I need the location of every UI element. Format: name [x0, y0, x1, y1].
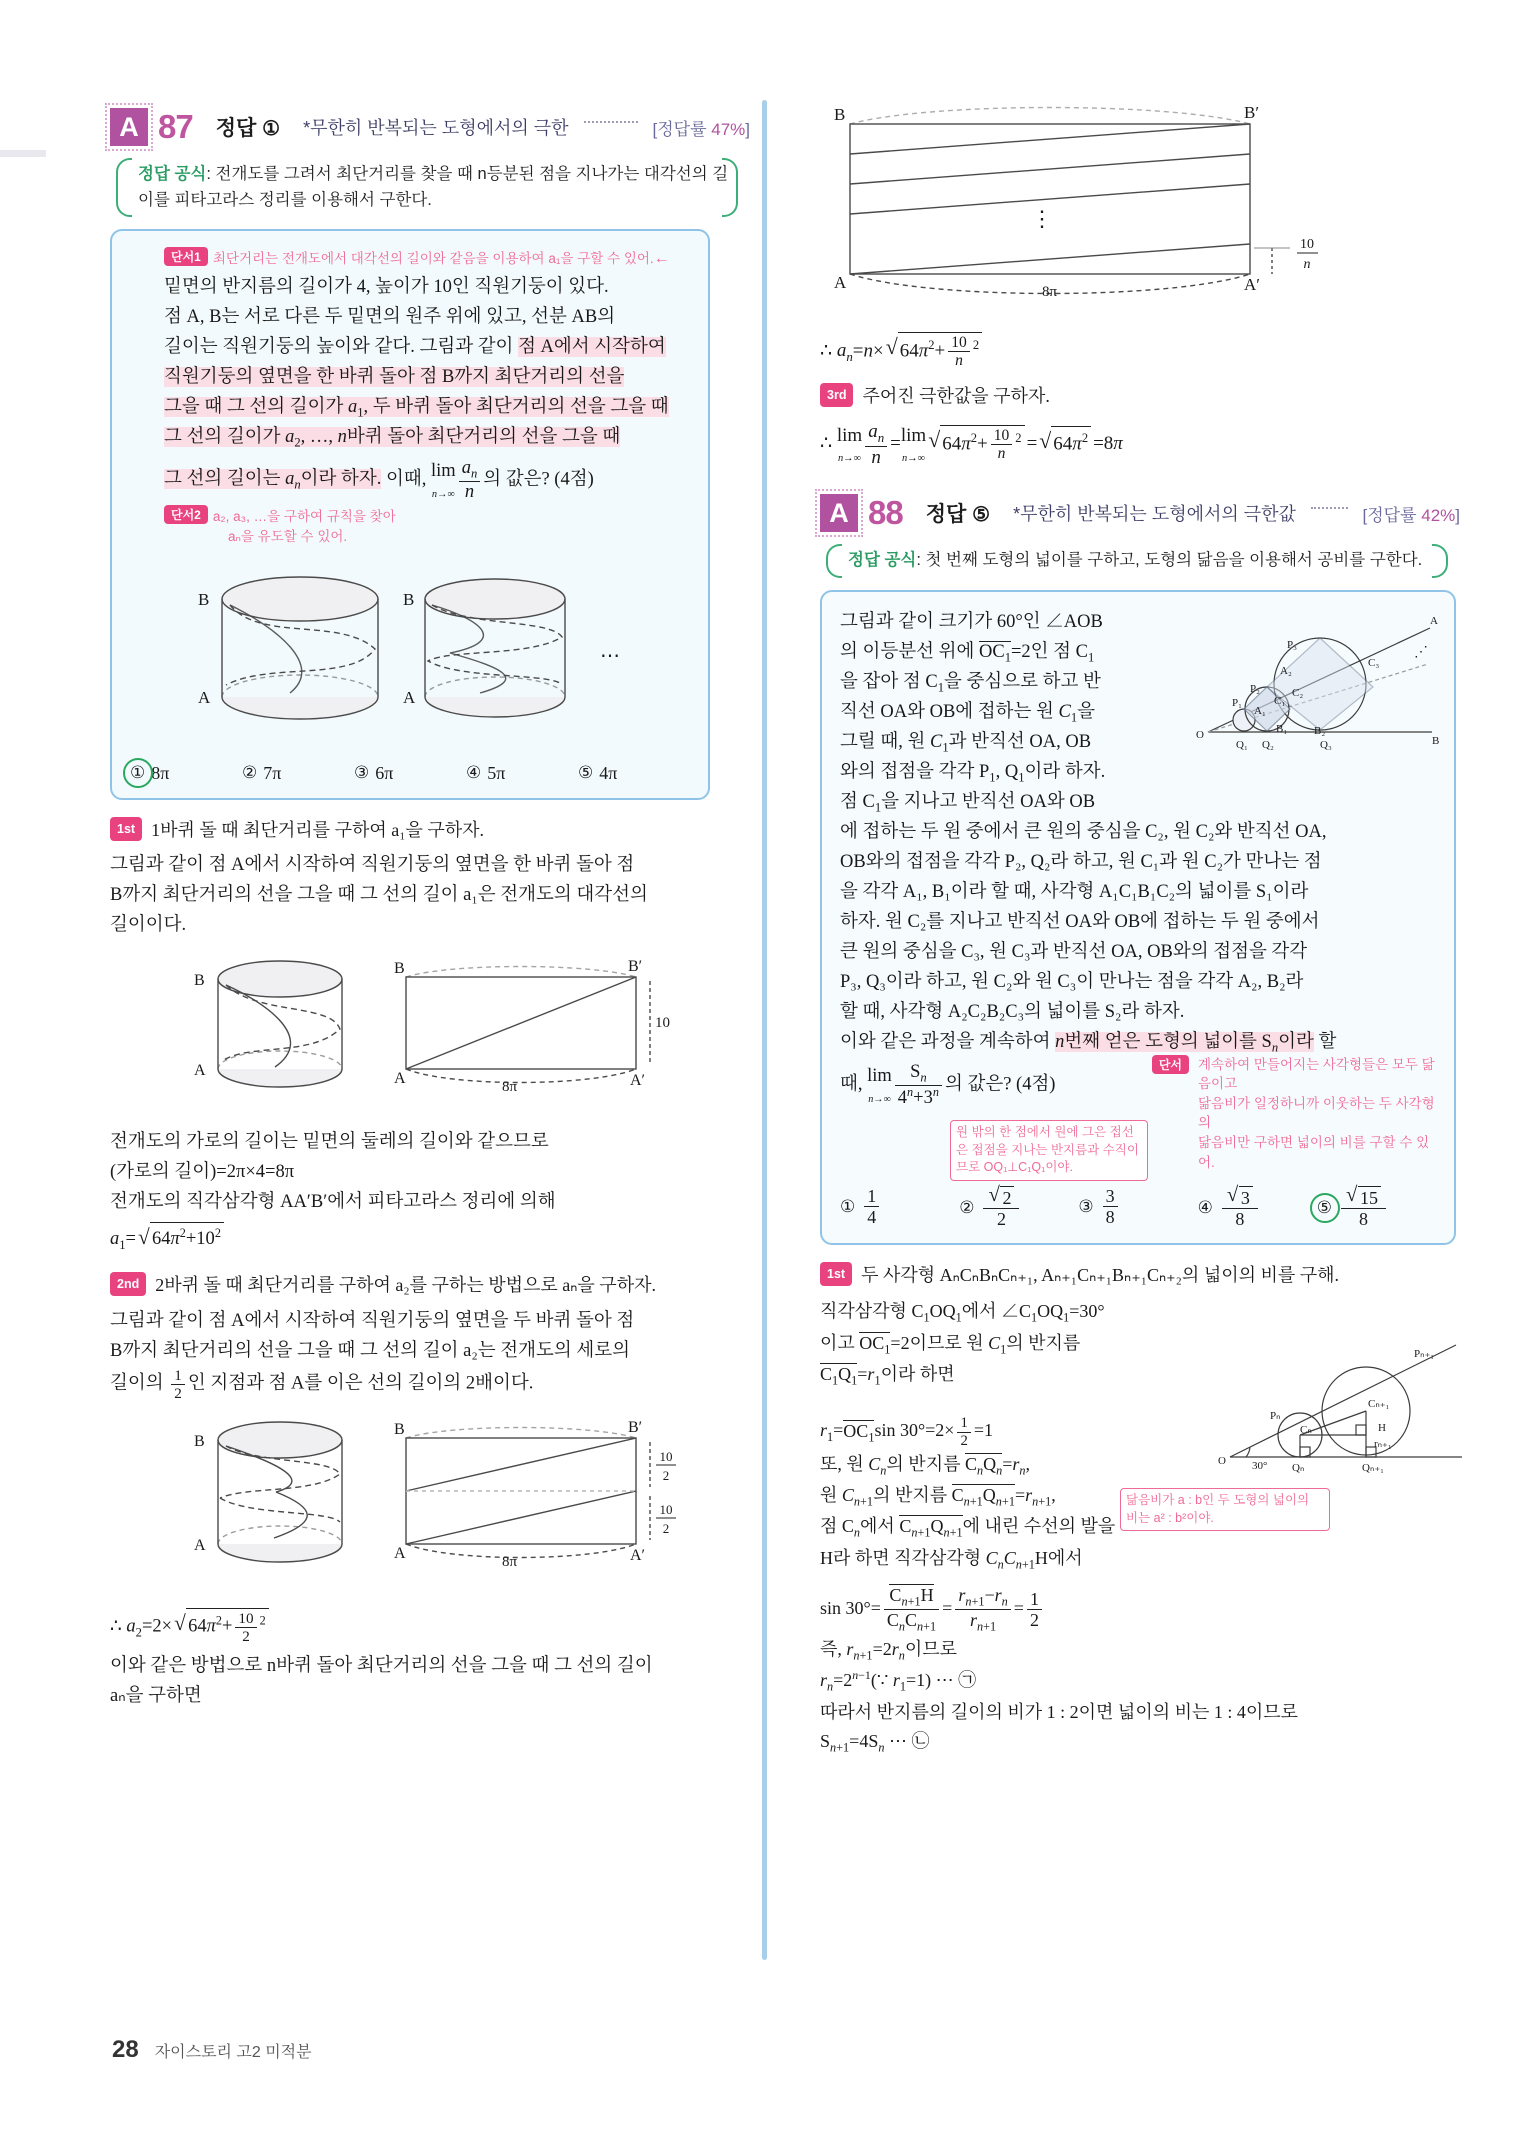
problem-88-answer [926, 498, 990, 528]
svg-text:B₁: B₁ [1276, 722, 1288, 735]
svg-text:⋮: ⋮ [1031, 206, 1053, 231]
clue2-text-2: aₙ을 유도할 수 있어. [228, 529, 348, 544]
choice-1-num: ① [130, 763, 146, 783]
problem-88-step-1 [820, 1261, 1460, 1290]
problem-88-number: 88 [868, 494, 903, 532]
page-number: 28 [112, 2036, 139, 2063]
step-3-title: 주어진 극한값을 구하자. [862, 385, 1050, 406]
q88-line-11: 하자. 원 C₂를 지나고 반직선 OA와 OB에 접하는 두 원 중에서 [840, 912, 1320, 933]
sol88-line-9: sin 30°= $\frac{C_{n+1}H}{C_nC_{n+1}}$ = $\frac{r_{n+1}-r_n}{r_{n+1}}$ = $\frac{1}{2}$ [820, 1585, 1460, 1635]
q88-line-16: 때, lim n→∞ $\frac{S_n}{4^n+3^n}$ 의 값은? (4점) [840, 1062, 1056, 1109]
svg-text:Cₙ₊₁: Cₙ₊₁ [1368, 1398, 1390, 1411]
pink-note-2-text: 닮음비가 a : b인 두 도형의 넓이의 비는 a² : b²이야. [1120, 1488, 1330, 1531]
svg-text:Pₙ: Pₙ [1270, 1410, 1281, 1423]
eq-a1: $a_1=$ √ $64\pi^2+10^2$ [110, 1222, 750, 1255]
q88-line-5: 그릴 때, 원 $C_1$과 반직선 OA, OB [840, 732, 1092, 755]
svg-text:10: 10 [1300, 237, 1314, 252]
q88-line-8: 에 접하는 두 원 중에서 큰 원의 중심을 C₂, 원 C₂와 반직선 OA, [840, 822, 1327, 843]
svg-text:10: 10 [659, 1449, 673, 1465]
svg-text:Q₁: Q₁ [1236, 738, 1248, 751]
svg-text:B′: B′ [628, 958, 643, 976]
q88-line-2: 의 이등분선 위에 $OC_1=2$인 점 $C_1$ [840, 641, 1095, 665]
svg-text:Cₙ: Cₙ [1300, 1424, 1312, 1437]
choice-5-num: ⑤ [578, 763, 594, 783]
sol88-line-5: 또, 원 $C_n$의 반지름 $C_nQ_n=r_n$, [820, 1453, 1031, 1478]
choice88-3-num: ③ [1078, 1196, 1094, 1216]
choice88-1-num: ① [840, 1196, 856, 1216]
problem-88-answer-label: 정답 [925, 503, 967, 527]
sol1-line-2: B까지 최단거리의 선을 그을 때 그 선의 길이 a₁은 전개도의 대각선의 [110, 885, 648, 906]
clue2-text-1: a₂, a₃, …을 구하여 규칙을 찾아 [212, 509, 396, 525]
svg-text:C₃: C₃ [1368, 656, 1380, 669]
svg-text:A: A [394, 1070, 406, 1088]
problem-88-figure [1192, 604, 1442, 769]
sol88-line-7: 점 $C_n$에서 $C_{n+1}Q_{n+1}$에 내린 수선의 발을 [820, 1516, 1116, 1540]
bracket-left-88 [826, 544, 842, 578]
clue88-text-2: 닮음비가 일정하니까 이웃하는 두 사각형의 [1198, 1095, 1435, 1131]
problem-87-net-figure-n [820, 103, 1460, 328]
choice-3-val: 6π [375, 762, 394, 783]
svg-text:Qₙ₊₁: Qₙ₊₁ [1362, 1462, 1384, 1475]
problem-87-net-figure-1 [110, 951, 750, 1121]
q-line-4: 직원기둥의 옆면을 한 바퀴 돌아 점 B까지 최단거리의 선을 [164, 366, 625, 387]
q88-line-6: 와의 접점을 각각 $P_1$, $Q_1$이라 하자. [840, 762, 1106, 785]
rate-value: 47% [711, 119, 746, 139]
formula-text: : 전개도를 그려서 최단거리를 찾을 때 n등분된 점을 지나가는 대각선의 길이를 피타고라스 정리를 이용해서 구한다. [138, 165, 729, 209]
sol1a-line-2: (가로의 길이)=2π×4=8π [110, 1162, 295, 1183]
svg-text:B′: B′ [1244, 103, 1260, 122]
problem-88-pink-note-2 [1120, 1488, 1330, 1531]
clue1-tag: 단서1 [164, 247, 208, 266]
clue88-text-3: 닮음비만 구하면 넓이의 비를 구할 수 있어. [1198, 1135, 1430, 1170]
problem-88-choices [840, 1186, 1436, 1229]
problem-87-step-1 [110, 816, 750, 845]
sol3-line-2: aₙ을 구하면 [110, 1686, 202, 1707]
sol2-line-1: 그림과 같이 점 A에서 시작하여 직원기둥의 옆면을 두 바퀴 돌아 점 [110, 1311, 635, 1332]
pink-note-1-text: 원 밖의 한 점에서 원에 그은 접선은 접점을 지나는 반지름과 수직이므로 OQ₁⊥C₁Q₁이야. [950, 1120, 1148, 1181]
problem-87-net-figure-2 [110, 1412, 750, 1602]
svg-text:B: B [194, 1433, 205, 1451]
svg-text:A′: A′ [1244, 275, 1260, 294]
formula-text-88: : 첫 번째 도형의 넓이를 구하고, 도형의 닮음을 이용해서 공비를 구한다. [916, 551, 1423, 570]
problem-88-answer-value: ⑤ [972, 504, 991, 527]
problem-87-answer [216, 112, 280, 142]
svg-text:A: A [1430, 614, 1438, 627]
problem-87-badge: A [110, 108, 148, 146]
sol2-line-3: 길이의 $\frac{1}{2}$ 인 지점과 점 A를 이은 선의 길이의 2배이다. [110, 1367, 534, 1403]
svg-text:A: A [194, 1537, 206, 1555]
problem-87-sol-2 [110, 1307, 750, 1402]
q-line-3: 길이는 직원기둥의 높이와 같다. 그림과 같이 점 A에서 시작하여 [164, 336, 666, 357]
q88-line-3: 을 잡아 점 $C_1$을 중심으로 하고 반 [840, 671, 1101, 695]
choice-5[interactable] [578, 763, 690, 784]
q88-line-12: 큰 원의 중심을 C₃, 원 C₃과 반직선 OA, OB와의 접점을 각각 [840, 942, 1308, 963]
problem-87-step-3 [820, 382, 1460, 411]
problem-87-dots [584, 121, 638, 123]
svg-text:30°: 30° [1252, 1460, 1268, 1473]
page-footer [112, 2036, 312, 2064]
problem-87-cylinder-figure [130, 557, 690, 747]
svg-text:O: O [1196, 728, 1204, 741]
bracket-right-88 [1432, 544, 1448, 578]
clue88-tag: 단서 [1152, 1055, 1189, 1074]
sol88-line-4: $r_1=OC_1\sin$ 30°=2× $\frac{1}{2}$ =1 [820, 1415, 993, 1449]
problem-87-number: 87 [158, 108, 193, 145]
svg-text:B: B [834, 105, 846, 124]
sol1-line-1: 그림과 같이 점 A에서 시작하여 직원기둥의 옆면을 한 바퀴 돌아 점 [110, 855, 635, 876]
choice-4[interactable] [466, 763, 578, 784]
choice88-4-num: ④ [1197, 1197, 1213, 1217]
svg-text:A₂: A₂ [1280, 664, 1292, 677]
q-line-1: 밑면의 반지름의 길이가 4, 높이가 10인 직원기둥이 있다. [164, 276, 609, 297]
rate-suffix: ] [745, 119, 750, 139]
problem-87-step-2 [110, 1271, 750, 1300]
svg-text:H: H [1378, 1422, 1386, 1435]
clue1-arrow: ← [653, 250, 670, 268]
choice-4-val: 5π [487, 762, 506, 783]
problem-87-answer-value: ① [262, 118, 281, 140]
problem-88-dots [1311, 507, 1348, 509]
choice-1[interactable] [130, 763, 242, 784]
problem-88-solution-figure [1216, 1307, 1466, 1497]
svg-text:B₂: B₂ [1314, 724, 1326, 737]
step-3-tag: 3rd [820, 383, 853, 407]
book-title: 자이스토리 고2 미적분 [154, 2044, 312, 2061]
problem-87-question-text [164, 273, 690, 504]
sol3-line-1: 이와 같은 방법으로 n바퀴 돌아 최단거리의 선을 그을 때 그 선의 길이 [110, 1656, 653, 1677]
problem-88-sol-text-2 [820, 1585, 1460, 1758]
choice88-2[interactable]: ② √ $\frac{2}{2}$ [959, 1186, 1078, 1229]
choice-3[interactable] [354, 763, 466, 784]
q88-line-13: P₃, Q₃이라 하고, 원 C₂와 원 C₃이 만나는 점을 각각 A₂, B₂라 [840, 972, 1304, 993]
problem-87-eq-an: ∴ $a_n=n\times$ √ $64\pi^2+$ $\frac{10}{n}$ $^2$ [820, 332, 1460, 370]
sol88-line-12: 따라서 반지름의 길이의 비가 1 : 2이면 넓이의 비는 1 : 4이므로 [820, 1701, 1299, 1722]
choice-5-val: 4π [599, 762, 618, 783]
sol88-line-10: 즉, $r_{n+1}=2r_n$이므로 [820, 1638, 958, 1663]
svg-text:B′: B′ [628, 1419, 643, 1437]
q-line-7: 그 선의 길이는 $a_n$이라 하자. 이때, lim n→∞ $\frac{a_n}{n}$ 의 값은? (4점) [164, 457, 594, 502]
sol88-line-8: H라 하면 직각삼각형 $C_nC_{n+1}H$에서 [820, 1547, 1083, 1572]
problem-87-question-box [110, 229, 710, 799]
problem-87-formula-note [116, 158, 738, 217]
rate-prefix-88: [정답률 [1362, 505, 1422, 525]
q88-line-4: 직선 OA와 OB에 접하는 원 $C_1$을 [840, 702, 1096, 725]
svg-text:Qₙ: Qₙ [1292, 1462, 1305, 1475]
step-1-tag: 1st [110, 817, 142, 841]
rate-prefix: [정답률 [652, 119, 712, 139]
problem-88-pink-note-1 [950, 1120, 1148, 1181]
step88-1-title: 두 사각형 AₙCₙBₙCₙ₊₁, Aₙ₊₁Cₙ₊₁Bₙ₊₁Cₙ₊₂의 넓이의 비를 구해. [861, 1265, 1340, 1286]
choice88-3[interactable]: ③ $\frac{3}{8}$ [1078, 1186, 1197, 1229]
svg-text:P₃: P₃ [1287, 638, 1297, 651]
svg-text:B: B [198, 589, 210, 609]
q-line-2: 점 A, B는 서로 다른 두 밑면의 원주 위에 있고, 선분 AB의 [164, 306, 616, 327]
page-edge-mark [0, 150, 46, 157]
q88-line-14: 할 때, 사각형 A₂C₂B₂C₃의 넓이를 S₂라 하자. [840, 1002, 1185, 1023]
sol1-line-3: 길이이다. [110, 915, 187, 936]
choice88-1[interactable]: ① $\frac{1}{4}$ [840, 1186, 959, 1229]
q88-line-15: 이와 같은 과정을 계속하여 n번째 얻은 도형의 넓이를 $S_n$이라 할 [840, 1032, 1337, 1055]
choice88-5[interactable]: ⑤ √ $\frac{15}{8}$ [1317, 1186, 1436, 1229]
svg-text:8π: 8π [502, 1079, 518, 1096]
svg-text:Q₂: Q₂ [1262, 738, 1274, 751]
svg-text:A: A [394, 1545, 406, 1563]
rate-value-88: 42% [1421, 505, 1456, 525]
svg-text:B: B [1432, 734, 1440, 747]
svg-text:rₙ₊₁: rₙ₊₁ [1374, 1438, 1392, 1451]
problem-87-sol-1 [110, 851, 750, 941]
choice-2-val: 7π [263, 762, 282, 783]
svg-text:B: B [394, 1421, 405, 1439]
svg-text:n: n [1303, 257, 1311, 272]
step-1-title: 1바퀴 돌 때 최단거리를 구하여 a₁을 구하자. [151, 819, 485, 840]
svg-text:O: O [1218, 1455, 1226, 1468]
q-line-6: 그 선의 길이가 $a_2$, …, n바퀴 돌아 최단거리의 선을 그을 때 [164, 426, 621, 450]
svg-text:A: A [198, 687, 211, 707]
sol88-line-11: $r_n=2^{n-1}(\because$ $r_1=1$) ⋯ ㉠ [820, 1668, 977, 1694]
clue1-row [164, 247, 690, 269]
choice-2-num: ② [242, 763, 258, 783]
sol1a-line-3: 전개도의 직각삼각형 AA′B′에서 피타고라스 정리에 의해 [110, 1192, 556, 1213]
svg-text:A: A [194, 1062, 206, 1080]
q88-line-7: 점 $C_1$을 지나고 반직선 OA와 OB [840, 792, 1096, 815]
sol88-line-6: 원 $C_{n+1}$의 반지름 $C_{n+1}Q_{n+1}=r_{n+1}$, [820, 1484, 1056, 1509]
svg-text:B: B [394, 960, 405, 978]
problem-88-badge: A [820, 494, 858, 532]
choice-3-num: ③ [354, 763, 370, 783]
svg-text:⋯: ⋯ [600, 644, 620, 667]
svg-text:Q₃: Q₃ [1320, 738, 1332, 751]
svg-text:C₂: C₂ [1292, 686, 1304, 699]
sol88-line-3: $C_1Q_1=r_1$이라 하면 [820, 1364, 955, 1388]
sol88-line-2: 이고 $OC_1=2$이므로 원 $C_1$의 반지름 [820, 1332, 1081, 1357]
problem-88-topic: *무한히 반복되는 도형에서의 극한값 [1013, 504, 1296, 525]
problem-87-header [110, 108, 750, 146]
clue88-text-1: 계속하여 만들어지는 사각형들은 모두 닮음이고 [1198, 1056, 1435, 1092]
formula-title-88: 정답 공식 [848, 551, 917, 570]
rate-suffix-88: ] [1455, 505, 1460, 525]
svg-text:C₁: C₁ [1274, 694, 1286, 707]
svg-text:10: 10 [655, 1015, 670, 1032]
svg-text:⋰: ⋰ [1414, 644, 1428, 660]
svg-text:8π: 8π [1042, 284, 1058, 300]
svg-text:2: 2 [662, 1468, 670, 1484]
svg-text:8π: 8π [502, 1554, 518, 1571]
problem-88-header [820, 494, 1460, 532]
svg-text:2: 2 [662, 1521, 670, 1537]
problem-87-sol-3 [110, 1652, 750, 1712]
clue2-tag: 단서2 [164, 505, 208, 524]
problem-87-rate [653, 115, 750, 140]
problem-87-answer-label: 정답 [215, 117, 257, 140]
svg-text:10: 10 [659, 1502, 673, 1518]
choice-4-num: ④ [466, 763, 482, 783]
choice88-5-num: ⑤ [1316, 1197, 1332, 1217]
choice88-2-num: ② [959, 1197, 975, 1217]
svg-text:Pₙ₊₁: Pₙ₊₁ [1414, 1348, 1435, 1361]
formula-title: 정답 공식 [138, 165, 207, 183]
problem-88-formula-note [826, 544, 1448, 578]
svg-text:A₁: A₁ [1254, 704, 1266, 717]
q88-line-10: 을 각각 A₁, B₁이라 할 때, 사각형 A₁C₁B₁C₂의 넓이를 S₁이라 [840, 882, 1309, 903]
choice88-4[interactable]: ④ √ $\frac{3}{8}$ [1198, 1186, 1317, 1229]
svg-text:B: B [403, 589, 415, 609]
svg-text:A: A [834, 273, 847, 292]
problem-87-sol-1-after [110, 1128, 750, 1255]
q-line-5: 그을 때 그 선의 길이가 $a_1$, 두 바퀴 돌아 최단거리의 선을 그을 때 [164, 396, 669, 420]
column-right [820, 103, 1460, 1758]
problem-87-choices [130, 763, 690, 784]
sol88-line-1: 직각삼각형 $C_1OQ_1$에서 $\angle C_1OQ_1=30^\circ$ [820, 1301, 1105, 1325]
svg-text:A: A [403, 687, 416, 707]
problem-87-topic: *무한히 반복되는 도형에서의 극한 [303, 118, 569, 138]
step88-1-tag: 1st [820, 1262, 852, 1286]
problem-87-eq-a2: ∴ $a_2=2\times$ √ $64\pi^2+$ $\frac{10}{2}$ $^2$ [110, 1608, 750, 1645]
column-left [110, 108, 750, 1712]
svg-text:P₁: P₁ [1232, 696, 1242, 709]
q88-line-9: OB와의 접점을 각각 P₂, Q₂라 하고, 원 C₁과 원 C₂가 만나는 점 [840, 852, 1322, 873]
svg-text:P₂: P₂ [1250, 682, 1260, 695]
choice-1-val: 8π [151, 762, 170, 783]
clue2-row [164, 505, 690, 546]
sol1a-line-1: 전개도의 가로의 길이는 밑면의 둘레의 길이와 같으므로 [110, 1132, 549, 1153]
svg-text:A′: A′ [630, 1547, 646, 1565]
svg-text:B: B [194, 972, 205, 990]
sol2-line-2: B까지 최단거리의 선을 그을 때 그 선의 길이 a₂는 전개도의 세로의 [110, 1341, 631, 1362]
problem-87-eq-lim: ∴ lim n→∞ $\frac{a_n}{n}$ =lim n→∞ √ $64\pi^2+$ $\frac{10}{n}$ $^2$ = √ $64\pi^2 =8\pi$ [820, 421, 1460, 469]
svg-text:A′: A′ [630, 1072, 646, 1090]
choice-2[interactable] [242, 763, 354, 784]
problem-88-rate [1363, 501, 1460, 526]
q88-line-1: 그림과 같이 크기가 60°인 ∠AOB [840, 611, 1103, 632]
bracket-left [116, 158, 132, 217]
column-divider [762, 100, 767, 1960]
step-2-title: 2바퀴 돌 때 최단거리를 구하여 a₂를 구하는 방법으로 aₙ을 구하자. [155, 1275, 656, 1296]
clue1-text: 최단거리는 전개도에서 대각선의 길이와 같음을 이용하여 a₁을 구할 수 있어. [212, 251, 654, 267]
step-2-tag: 2nd [110, 1272, 146, 1296]
sol88-line-13: $S_{n+1}=4S_n$ ⋯ ㉡ [820, 1730, 930, 1755]
bracket-right [722, 158, 738, 217]
